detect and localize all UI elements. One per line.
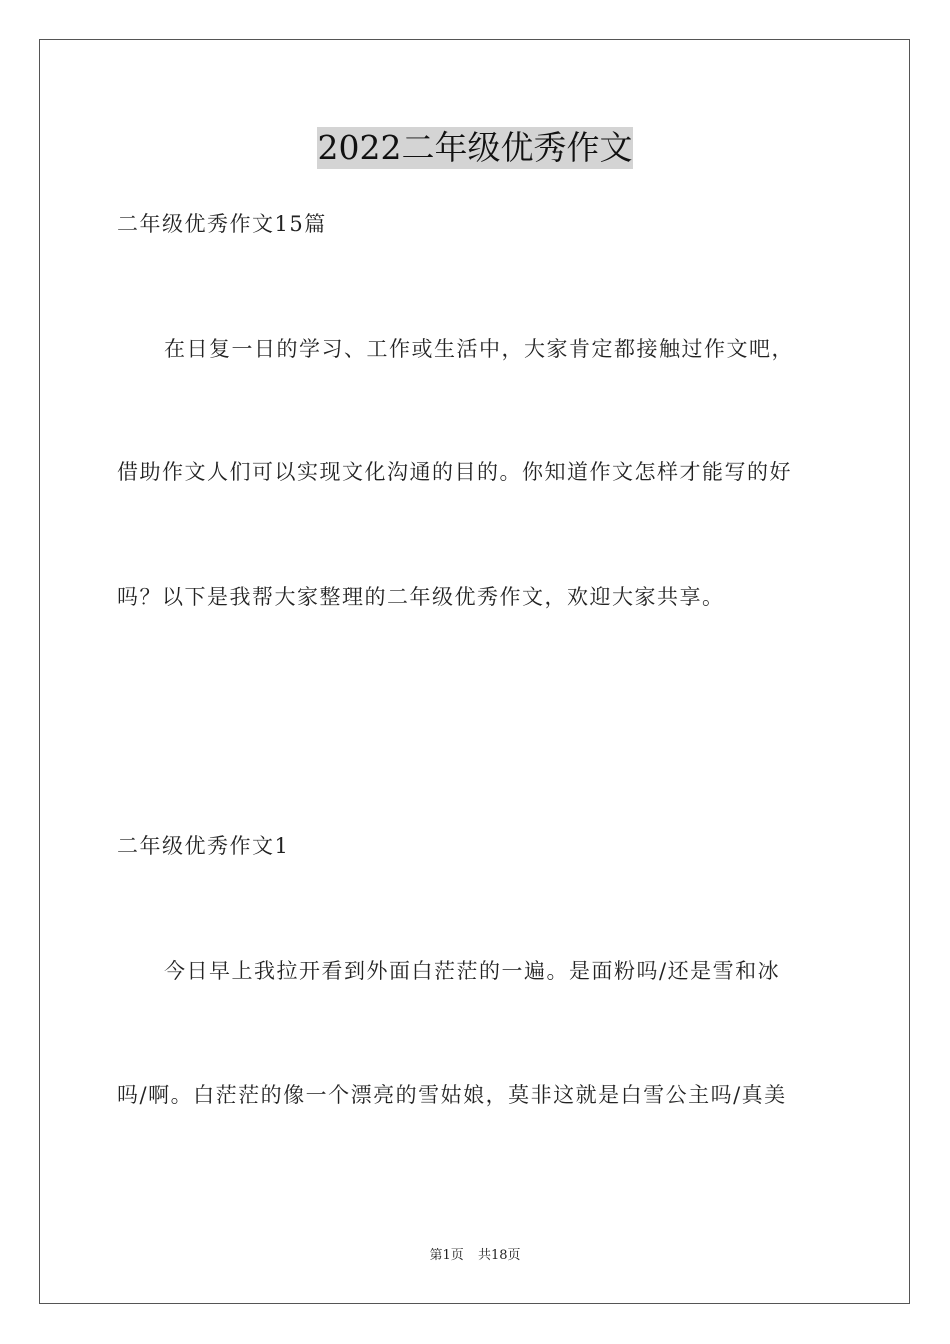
page-total: 共18页 — [477, 1248, 521, 1263]
page-number: 第1页 — [429, 1248, 464, 1263]
paragraph-line: 吗？以下是我帮大家整理的二年级优秀作文，欢迎大家共享。 — [117, 585, 725, 609]
paragraph-line: 今日早上我拉开看到外面白茫茫的一遍。是面粉吗/还是雪和冰 — [164, 959, 781, 983]
section-heading: 二年级优秀作文1 — [117, 834, 290, 858]
paragraph-line: 在日复一日的学习、工作或生活中，大家肯定都接触过作文吧， — [164, 337, 794, 361]
page-footer — [0, 1247, 950, 1265]
title-container — [0, 127, 950, 169]
collection-heading: 二年级优秀作文15篇 — [117, 212, 327, 236]
paragraph-line: 吗/啊。白茫茫的像一个漂亮的雪姑娘，莫非这就是白雪公主吗/真美 — [117, 1083, 787, 1107]
paragraph-line: 借助作文人们可以实现文化沟通的目的。你知道作文怎样才能写的好 — [117, 460, 792, 484]
document-title: 2022二年级优秀作文 — [317, 128, 633, 167]
